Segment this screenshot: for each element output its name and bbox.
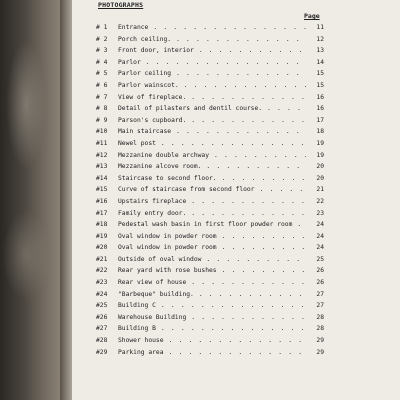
photo-number: #17 — [96, 209, 108, 217]
list-item — [96, 349, 324, 361]
list-item — [96, 325, 324, 337]
photo-caption: Entrance . . . — [118, 24, 306, 31]
list-item — [96, 59, 324, 71]
list-item — [96, 105, 324, 117]
list-item — [96, 175, 324, 187]
photo-caption: Oval window in powder room . . . — [118, 244, 306, 251]
photo-caption: View of fireplace. . . . — [118, 94, 306, 101]
photo-number: #18 — [96, 221, 108, 229]
list-item — [96, 314, 324, 326]
photo-caption: Upstairs fireplace . . . — [118, 198, 306, 205]
photo-caption: Shower house . . . — [118, 337, 306, 344]
photo-number: #16 — [96, 197, 108, 205]
photo-caption: Mezzanine double archway . . . — [118, 152, 306, 159]
page-number: 15 — [316, 70, 324, 78]
photo-caption: Front door, interior . . . — [118, 47, 306, 54]
list-item — [96, 94, 324, 106]
list-item — [96, 210, 324, 222]
page-number: 26 — [316, 279, 324, 287]
page-number: 29 — [316, 348, 324, 356]
photo-list — [96, 24, 324, 360]
list-item — [96, 221, 324, 233]
photo-number: # 1 — [96, 24, 108, 31]
photo-caption: Building B . . . — [118, 325, 306, 332]
photo-number: # 3 — [96, 47, 108, 55]
photo-caption: "Barbeque" building. . . . — [118, 291, 306, 298]
photo-number: #11 — [96, 139, 108, 147]
page-number: 19 — [316, 139, 324, 147]
list-item — [96, 70, 324, 82]
page-number: 11 — [316, 24, 324, 31]
list-item — [96, 47, 324, 59]
document-page — [72, 0, 400, 400]
page-number: 23 — [316, 209, 324, 217]
list-item — [96, 233, 324, 245]
photo-number: # 2 — [96, 35, 108, 43]
photo-number: #27 — [96, 325, 108, 333]
page-number: 17 — [316, 116, 324, 124]
list-item — [96, 82, 324, 94]
page-number: 15 — [316, 81, 324, 89]
page-number: 28 — [316, 313, 324, 321]
photo-number: # 5 — [96, 70, 108, 78]
photo-caption: Porch ceiling. . . . — [118, 36, 306, 43]
photo-caption: Building C . . . — [118, 302, 306, 309]
page-number: 13 — [316, 47, 324, 55]
photo-number: # 8 — [96, 105, 108, 113]
page-number: 27 — [316, 290, 324, 298]
photo-caption: Mezzanine alcove room. . . . — [118, 163, 306, 170]
photo-caption: Detail of pilasters and dentil course. . . . — [118, 105, 306, 112]
list-item — [96, 267, 324, 279]
page-number: 20 — [316, 163, 324, 171]
page-number: 20 — [316, 174, 324, 182]
photo-caption: Parlor ceiling . . . — [118, 70, 306, 77]
page-number: 25 — [316, 255, 324, 263]
list-item — [96, 163, 324, 175]
page-number: 21 — [316, 186, 324, 194]
photo-number: #13 — [96, 163, 108, 171]
page-number: 16 — [316, 93, 324, 101]
page-number: 27 — [316, 302, 324, 310]
list-item — [96, 279, 324, 291]
page-number: 18 — [316, 128, 324, 136]
list-item — [96, 337, 324, 349]
page-number: 16 — [316, 105, 324, 113]
photo-number: # 6 — [96, 81, 108, 89]
list-item — [96, 256, 324, 268]
page-number: 28 — [316, 325, 324, 333]
photo-caption: Parlor wainscot. . . . — [118, 82, 306, 89]
list-item — [96, 140, 324, 152]
photo-number: #26 — [96, 313, 108, 321]
photo-caption: Curve of staircase from second floor . . . — [118, 186, 306, 193]
list-item — [96, 186, 324, 198]
page-number: 12 — [316, 35, 324, 43]
photo-caption: Pedestal wash basin in first floor powder room . . . — [118, 221, 306, 228]
photo-number: #14 — [96, 174, 108, 182]
page-number: 24 — [316, 244, 324, 252]
photo-number: #29 — [96, 348, 108, 356]
left-page-edge — [0, 0, 60, 400]
section-heading: PHOTOGRAPHS — [98, 1, 144, 9]
photo-number: #15 — [96, 186, 108, 194]
photo-caption: Parking area . . . — [118, 349, 306, 356]
list-item — [96, 152, 324, 164]
photo-caption: Rear yard with rose bushes . . . — [118, 267, 306, 274]
photo-caption: Oval window in powder room . . . — [118, 233, 306, 240]
photo-number: #22 — [96, 267, 108, 275]
photo-caption: Parlor . . . — [118, 59, 306, 66]
photo-number: # 7 — [96, 93, 108, 101]
photo-number: #20 — [96, 244, 108, 252]
photo-number: #25 — [96, 302, 108, 310]
photo-caption: Newel post . . . — [118, 140, 306, 147]
page-column-header: Page — [304, 12, 320, 20]
photo-number: #10 — [96, 128, 108, 136]
photo-caption: Main staircase . . . — [118, 128, 306, 135]
photo-caption: Outside of oval window . . . — [118, 256, 306, 263]
photo-number: # 9 — [96, 116, 108, 124]
list-item — [96, 117, 324, 129]
list-item — [96, 244, 324, 256]
page-number: 24 — [316, 221, 324, 229]
photo-number: #21 — [96, 255, 108, 263]
list-item — [96, 291, 324, 303]
photo-caption: Family entry door. . . . — [118, 210, 306, 217]
list-item — [96, 198, 324, 210]
photo-caption: Rear view of house . . . — [118, 279, 306, 286]
page-number: 24 — [316, 232, 324, 240]
list-item — [96, 24, 324, 36]
page-number: 26 — [316, 267, 324, 275]
list-item — [96, 36, 324, 48]
left-page-photo-fragment — [6, 40, 46, 170]
list-item — [96, 128, 324, 140]
photo-caption: Parson's cupboard. . . . — [118, 117, 306, 124]
page-number: 19 — [316, 151, 324, 159]
photo-caption: Staircase to second floor. . . . — [118, 175, 306, 182]
photo-number: #28 — [96, 337, 108, 345]
photo-number: #24 — [96, 290, 108, 298]
photo-caption: Warehouse Building . . . — [118, 314, 306, 321]
photo-number: #19 — [96, 232, 108, 240]
list-item — [96, 302, 324, 314]
page-number: 14 — [316, 58, 324, 66]
left-page-photo-fragment-lower — [2, 210, 50, 300]
photo-number: # 4 — [96, 58, 108, 66]
photo-number: #12 — [96, 151, 108, 159]
photo-number: #23 — [96, 279, 108, 287]
page-number: 29 — [316, 337, 324, 345]
page-number: 22 — [316, 197, 324, 205]
